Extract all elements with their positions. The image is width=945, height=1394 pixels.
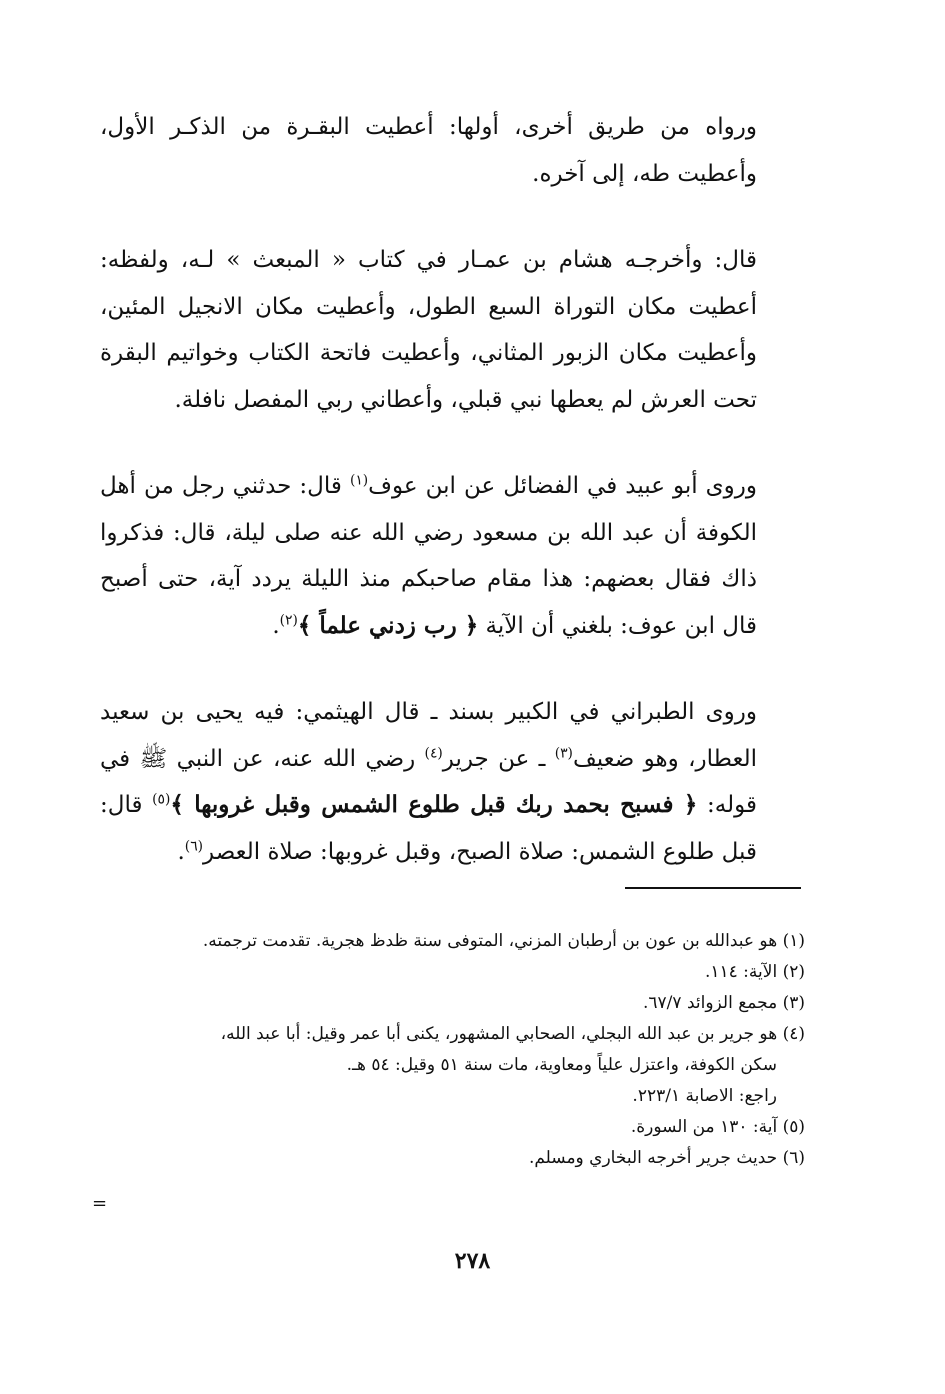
footnote-4: (٤) هو جرير بن عبد الله البجلي، الصحابي المشهور، يكنى أبا عمر وقيل: أبا عبد الله، <box>220 1024 805 1044</box>
main-text <box>100 104 805 915</box>
footnote-1: (١) هو عبدالله بن عون بن أرطبان المزني، المتوفى سنة ظدظ هجرية. تقدمت ترجمته. <box>202 931 805 951</box>
paragraph-1: ورواه من طريق أخرى، أولها: أعطيت البقـرة من الذكـر الأول، وأعطيت طه، إلى آخره. <box>100 114 757 187</box>
footnotes <box>100 926 805 1174</box>
footnote-3: (٣) مجمع الزوائد ٦٧/٧. <box>643 993 805 1013</box>
footnote-ref-5: (٥) <box>152 791 171 808</box>
paragraph-4-text-b: ـ عن جرير <box>442 745 555 772</box>
quran-verse-1: ﴿ رب زدني علماً ﴾ <box>297 611 479 639</box>
paragraph-4-text-c: رضي الله عنه، عن النبي ﷺ في قوله: <box>100 745 757 818</box>
paragraph-4 <box>100 689 805 875</box>
footnote-ref-1: (١) <box>349 472 369 489</box>
footnote-4-line-2: سكن الكوفة، واعتزل علياً ومعاوية، مات سنة ٥١ وقيل: ٥٤ هـ. <box>346 1055 777 1075</box>
paragraph-3-text-c: . <box>272 612 280 639</box>
paragraph-2: قال: وأخرجـه هشام بن عمـار في كتاب « المبعث » لـه، ولفظه: أعطيت مكان التوراة السبع الطول، وأعطيت مكان الانجيل المئين، وأعطيت مكان الزبور المثاني، وأعطيت فاتحة الكتاب وخواتيم البقرة تحت العرش لم يعطها نبي قبلي، وأعطاني ربي المفصل نافلة. <box>100 247 757 413</box>
footnote-5: (٥) آية: ١٣٠ من السورة. <box>630 1117 805 1137</box>
page-number: ٢٧٨ <box>454 1248 491 1274</box>
footnote-6: (٦) حديث جرير أخرجه البخاري ومسلم. <box>528 1148 805 1168</box>
paragraph-4-text-e: . <box>177 838 185 865</box>
footnote-ref-3: (٣) <box>554 744 573 761</box>
footnote-4-line-3: راجع: الاصابة ٢٢٣/١. <box>632 1086 777 1106</box>
footnote-ref-6: (٦) <box>184 837 203 854</box>
footnote-divider <box>625 887 801 889</box>
margin-mark: = <box>92 1193 108 1214</box>
footnote-ref-4: (٤) <box>424 744 443 761</box>
paragraph-4-text-d: قال: قبل طلوع الشمس: صلاة الصبح، وقبل غروبها: صلاة العصر <box>100 792 757 865</box>
paragraph-3-text-a: وروى أبو عبيد في الفضائل عن ابن عوف <box>368 473 757 499</box>
paragraph-3 <box>100 463 805 649</box>
paragraph-4-text-a: وروى الطبراني في الكبير بسند ـ قال الهيثمي: فيه يحيى بن سعيد العطار، وهو ضعيف <box>100 699 757 772</box>
footnote-ref-2: (٢) <box>279 611 298 628</box>
paragraph-3-text-b: قال: حدثني رجل من أهل الكوفة أن عبد الله بن مسعود رضي الله عنه صلى ليلة، قال: فذكروا ذاك فقال بعضهم: هذا مقام صاحبكم منذ الليلة يردد آية، حتى أصبح قال ابن عوف: بلغني أن الآية <box>100 473 757 639</box>
quran-verse-2: ﴿ فسبح بحمد ربك قبل طلوع الشمس وقبل غروبها ﴾ <box>170 791 698 818</box>
footnote-2: (٢) الآية: ١١٤. <box>704 962 805 982</box>
